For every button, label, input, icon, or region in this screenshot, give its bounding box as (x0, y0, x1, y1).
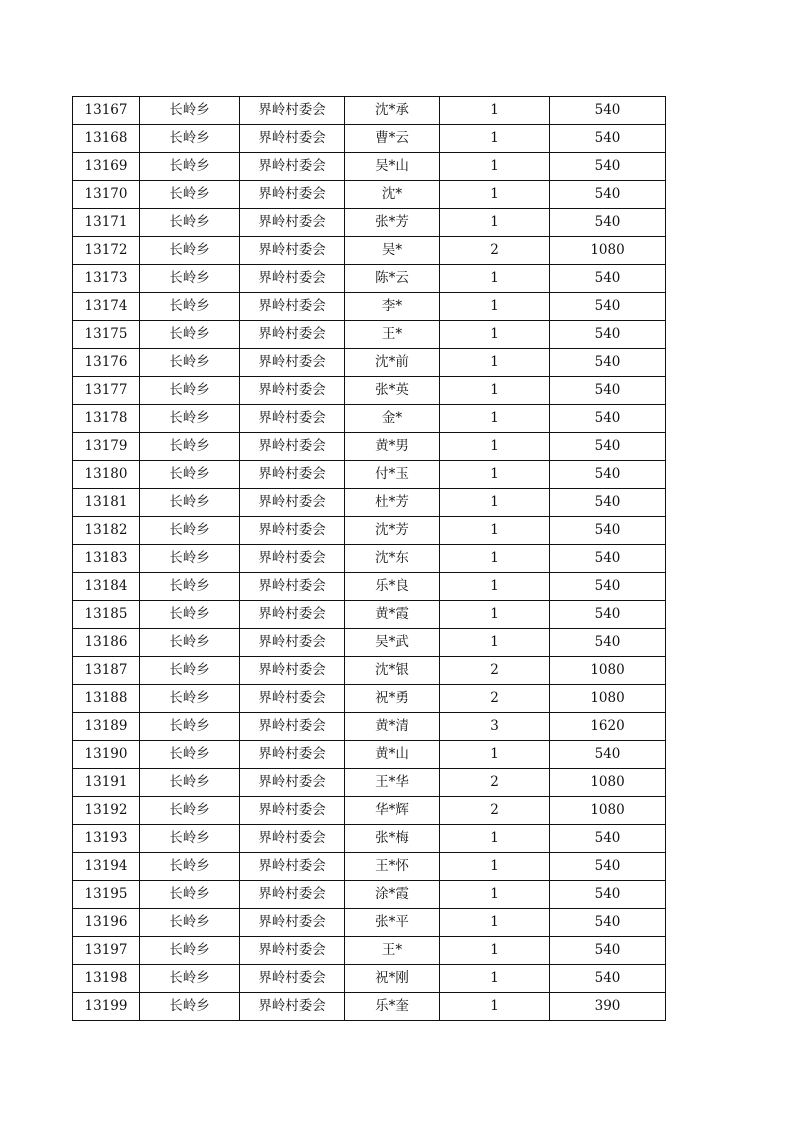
village-committee-cell: 界岭村委会 (240, 629, 345, 657)
name-cell: 华*辉 (345, 797, 440, 825)
town-cell: 长岭乡 (140, 97, 240, 125)
village-committee-cell: 界岭村委会 (240, 237, 345, 265)
person-count-cell: 1 (440, 405, 550, 433)
town-cell: 长岭乡 (140, 125, 240, 153)
name-cell: 金* (345, 405, 440, 433)
amount-cell: 540 (550, 405, 666, 433)
name-cell: 吴*武 (345, 629, 440, 657)
row-number-cell: 13184 (73, 573, 140, 601)
person-count-cell: 2 (440, 685, 550, 713)
row-number-cell: 13170 (73, 181, 140, 209)
village-committee-cell: 界岭村委会 (240, 377, 345, 405)
village-committee-cell: 界岭村委会 (240, 265, 345, 293)
amount-cell: 1080 (550, 237, 666, 265)
table-row (73, 937, 666, 965)
row-number-cell: 13174 (73, 293, 140, 321)
name-cell: 黄*霞 (345, 601, 440, 629)
amount-cell: 1620 (550, 713, 666, 741)
person-count-cell: 2 (440, 657, 550, 685)
name-cell: 祝*勇 (345, 685, 440, 713)
table-row (73, 433, 666, 461)
row-number-cell: 13177 (73, 377, 140, 405)
row-number-cell: 13168 (73, 125, 140, 153)
village-committee-cell: 界岭村委会 (240, 181, 345, 209)
table-row (73, 881, 666, 909)
amount-cell: 540 (550, 573, 666, 601)
village-committee-cell: 界岭村委会 (240, 517, 345, 545)
person-count-cell: 1 (440, 125, 550, 153)
row-number-cell: 13199 (73, 993, 140, 1021)
amount-cell: 1080 (550, 657, 666, 685)
amount-cell: 540 (550, 349, 666, 377)
name-cell: 沈*芳 (345, 517, 440, 545)
person-count-cell: 1 (440, 181, 550, 209)
amount-cell: 390 (550, 993, 666, 1021)
row-number-cell: 13194 (73, 853, 140, 881)
row-number-cell: 13185 (73, 601, 140, 629)
village-committee-cell: 界岭村委会 (240, 97, 345, 125)
table-row (73, 853, 666, 881)
table-row (73, 293, 666, 321)
table-row (73, 489, 666, 517)
person-count-cell: 1 (440, 209, 550, 237)
row-number-cell: 13181 (73, 489, 140, 517)
table-row (73, 209, 666, 237)
row-number-cell: 13190 (73, 741, 140, 769)
person-count-cell: 3 (440, 713, 550, 741)
village-committee-cell: 界岭村委会 (240, 937, 345, 965)
town-cell: 长岭乡 (140, 405, 240, 433)
table-row (73, 741, 666, 769)
name-cell: 张*芳 (345, 209, 440, 237)
village-committee-cell: 界岭村委会 (240, 853, 345, 881)
table-row (73, 601, 666, 629)
person-count-cell: 1 (440, 965, 550, 993)
town-cell: 长岭乡 (140, 293, 240, 321)
person-count-cell: 1 (440, 881, 550, 909)
village-committee-cell: 界岭村委会 (240, 209, 345, 237)
village-committee-cell: 界岭村委会 (240, 489, 345, 517)
village-committee-cell: 界岭村委会 (240, 881, 345, 909)
village-committee-cell: 界岭村委会 (240, 545, 345, 573)
amount-cell: 540 (550, 321, 666, 349)
town-cell: 长岭乡 (140, 321, 240, 349)
table-row (73, 993, 666, 1021)
village-committee-cell: 界岭村委会 (240, 685, 345, 713)
row-number-cell: 13193 (73, 825, 140, 853)
row-number-cell: 13188 (73, 685, 140, 713)
row-number-cell: 13197 (73, 937, 140, 965)
table-row (73, 321, 666, 349)
village-committee-cell: 界岭村委会 (240, 965, 345, 993)
person-count-cell: 1 (440, 377, 550, 405)
table-row (73, 909, 666, 937)
amount-cell: 540 (550, 97, 666, 125)
table-row (73, 153, 666, 181)
town-cell: 长岭乡 (140, 349, 240, 377)
town-cell: 长岭乡 (140, 965, 240, 993)
name-cell: 张*英 (345, 377, 440, 405)
table-row (73, 629, 666, 657)
name-cell: 黄*山 (345, 741, 440, 769)
name-cell: 沈* (345, 181, 440, 209)
person-count-cell: 1 (440, 433, 550, 461)
amount-cell: 540 (550, 489, 666, 517)
name-cell: 张*平 (345, 909, 440, 937)
name-cell: 曹*云 (345, 125, 440, 153)
name-cell: 乐*奎 (345, 993, 440, 1021)
row-number-cell: 13173 (73, 265, 140, 293)
town-cell: 长岭乡 (140, 461, 240, 489)
amount-cell: 540 (550, 965, 666, 993)
row-number-cell: 13172 (73, 237, 140, 265)
row-number-cell: 13182 (73, 517, 140, 545)
name-cell: 杜*芳 (345, 489, 440, 517)
town-cell: 长岭乡 (140, 881, 240, 909)
amount-cell: 540 (550, 461, 666, 489)
amount-cell: 540 (550, 265, 666, 293)
person-count-cell: 1 (440, 293, 550, 321)
table-row (73, 685, 666, 713)
name-cell: 沈*东 (345, 545, 440, 573)
village-committee-cell: 界岭村委会 (240, 713, 345, 741)
town-cell: 长岭乡 (140, 825, 240, 853)
town-cell: 长岭乡 (140, 741, 240, 769)
row-number-cell: 13178 (73, 405, 140, 433)
village-committee-cell: 界岭村委会 (240, 657, 345, 685)
name-cell: 黄*男 (345, 433, 440, 461)
village-committee-cell: 界岭村委会 (240, 153, 345, 181)
name-cell: 沈*银 (345, 657, 440, 685)
table-row (73, 405, 666, 433)
table-row (73, 797, 666, 825)
amount-cell: 540 (550, 601, 666, 629)
person-count-cell: 1 (440, 853, 550, 881)
person-count-cell: 1 (440, 937, 550, 965)
row-number-cell: 13186 (73, 629, 140, 657)
name-cell: 乐*良 (345, 573, 440, 601)
name-cell: 王*怀 (345, 853, 440, 881)
row-number-cell: 13191 (73, 769, 140, 797)
person-count-cell: 1 (440, 993, 550, 1021)
town-cell: 长岭乡 (140, 993, 240, 1021)
person-count-cell: 1 (440, 909, 550, 937)
village-committee-cell: 界岭村委会 (240, 293, 345, 321)
amount-cell: 540 (550, 433, 666, 461)
person-count-cell: 1 (440, 489, 550, 517)
amount-cell: 540 (550, 909, 666, 937)
town-cell: 长岭乡 (140, 713, 240, 741)
table-row (73, 517, 666, 545)
table-row (73, 181, 666, 209)
town-cell: 长岭乡 (140, 601, 240, 629)
village-committee-cell: 界岭村委会 (240, 349, 345, 377)
name-cell: 王* (345, 321, 440, 349)
amount-cell: 540 (550, 937, 666, 965)
table-row (73, 237, 666, 265)
town-cell: 长岭乡 (140, 209, 240, 237)
name-cell: 黄*清 (345, 713, 440, 741)
town-cell: 长岭乡 (140, 377, 240, 405)
town-cell: 长岭乡 (140, 769, 240, 797)
table-row (73, 825, 666, 853)
village-committee-cell: 界岭村委会 (240, 601, 345, 629)
name-cell: 沈*前 (345, 349, 440, 377)
amount-cell: 1080 (550, 685, 666, 713)
table-body (73, 97, 666, 1021)
name-cell: 王*华 (345, 769, 440, 797)
row-number-cell: 13192 (73, 797, 140, 825)
village-committee-cell: 界岭村委会 (240, 909, 345, 937)
town-cell: 长岭乡 (140, 909, 240, 937)
town-cell: 长岭乡 (140, 937, 240, 965)
row-number-cell: 13196 (73, 909, 140, 937)
amount-cell: 540 (550, 629, 666, 657)
village-committee-cell: 界岭村委会 (240, 993, 345, 1021)
row-number-cell: 13176 (73, 349, 140, 377)
person-count-cell: 1 (440, 461, 550, 489)
table-row (73, 545, 666, 573)
town-cell: 长岭乡 (140, 853, 240, 881)
table-row (73, 573, 666, 601)
village-committee-cell: 界岭村委会 (240, 769, 345, 797)
person-count-cell: 1 (440, 517, 550, 545)
town-cell: 长岭乡 (140, 181, 240, 209)
village-committee-cell: 界岭村委会 (240, 321, 345, 349)
town-cell: 长岭乡 (140, 573, 240, 601)
town-cell: 长岭乡 (140, 657, 240, 685)
town-cell: 长岭乡 (140, 685, 240, 713)
town-cell: 长岭乡 (140, 237, 240, 265)
name-cell: 张*梅 (345, 825, 440, 853)
town-cell: 长岭乡 (140, 433, 240, 461)
amount-cell: 540 (550, 517, 666, 545)
row-number-cell: 13183 (73, 545, 140, 573)
town-cell: 长岭乡 (140, 545, 240, 573)
row-number-cell: 13179 (73, 433, 140, 461)
amount-cell: 540 (550, 181, 666, 209)
name-cell: 祝*刚 (345, 965, 440, 993)
village-committee-cell: 界岭村委会 (240, 405, 345, 433)
town-cell: 长岭乡 (140, 489, 240, 517)
village-committee-cell: 界岭村委会 (240, 825, 345, 853)
name-cell: 李* (345, 293, 440, 321)
amount-cell: 1080 (550, 769, 666, 797)
subsidy-table (72, 96, 666, 1021)
town-cell: 长岭乡 (140, 629, 240, 657)
amount-cell: 540 (550, 853, 666, 881)
table-row (73, 377, 666, 405)
amount-cell: 540 (550, 293, 666, 321)
person-count-cell: 1 (440, 629, 550, 657)
person-count-cell: 1 (440, 825, 550, 853)
table-row (73, 713, 666, 741)
amount-cell: 540 (550, 153, 666, 181)
row-number-cell: 13169 (73, 153, 140, 181)
village-committee-cell: 界岭村委会 (240, 741, 345, 769)
row-number-cell: 13180 (73, 461, 140, 489)
person-count-cell: 2 (440, 797, 550, 825)
person-count-cell: 1 (440, 153, 550, 181)
name-cell: 吴*山 (345, 153, 440, 181)
table-row (73, 965, 666, 993)
person-count-cell: 2 (440, 769, 550, 797)
amount-cell: 540 (550, 125, 666, 153)
row-number-cell: 13187 (73, 657, 140, 685)
person-count-cell: 1 (440, 349, 550, 377)
town-cell: 长岭乡 (140, 797, 240, 825)
amount-cell: 1080 (550, 797, 666, 825)
table-row (73, 769, 666, 797)
name-cell: 沈*承 (345, 97, 440, 125)
name-cell: 吴* (345, 237, 440, 265)
town-cell: 长岭乡 (140, 517, 240, 545)
table-row (73, 349, 666, 377)
person-count-cell: 1 (440, 97, 550, 125)
village-committee-cell: 界岭村委会 (240, 797, 345, 825)
name-cell: 王* (345, 937, 440, 965)
village-committee-cell: 界岭村委会 (240, 433, 345, 461)
row-number-cell: 13195 (73, 881, 140, 909)
row-number-cell: 13167 (73, 97, 140, 125)
row-number-cell: 13189 (73, 713, 140, 741)
table-row (73, 461, 666, 489)
person-count-cell: 1 (440, 601, 550, 629)
person-count-cell: 2 (440, 237, 550, 265)
table-row (73, 125, 666, 153)
town-cell: 长岭乡 (140, 265, 240, 293)
row-number-cell: 13171 (73, 209, 140, 237)
amount-cell: 540 (550, 881, 666, 909)
table-row (73, 657, 666, 685)
amount-cell: 540 (550, 209, 666, 237)
amount-cell: 540 (550, 545, 666, 573)
name-cell: 涂*霞 (345, 881, 440, 909)
person-count-cell: 1 (440, 545, 550, 573)
row-number-cell: 13198 (73, 965, 140, 993)
amount-cell: 540 (550, 825, 666, 853)
amount-cell: 540 (550, 741, 666, 769)
village-committee-cell: 界岭村委会 (240, 125, 345, 153)
person-count-cell: 1 (440, 741, 550, 769)
person-count-cell: 1 (440, 321, 550, 349)
name-cell: 陈*云 (345, 265, 440, 293)
amount-cell: 540 (550, 377, 666, 405)
table-row (73, 97, 666, 125)
table-row (73, 265, 666, 293)
person-count-cell: 1 (440, 573, 550, 601)
village-committee-cell: 界岭村委会 (240, 461, 345, 489)
row-number-cell: 13175 (73, 321, 140, 349)
person-count-cell: 1 (440, 265, 550, 293)
name-cell: 付*玉 (345, 461, 440, 489)
town-cell: 长岭乡 (140, 153, 240, 181)
village-committee-cell: 界岭村委会 (240, 573, 345, 601)
